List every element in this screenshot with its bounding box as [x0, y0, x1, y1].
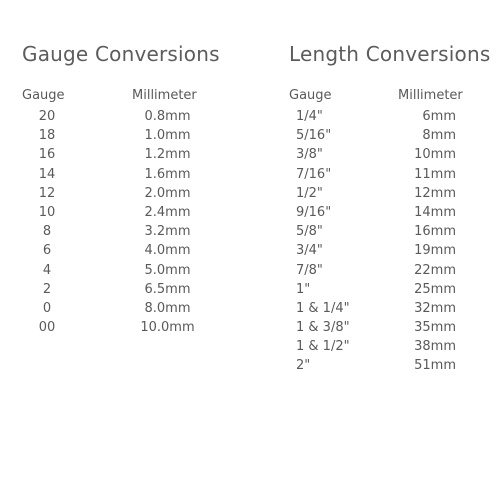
length-table-gauge-cell: 2" [296, 358, 311, 374]
gauge-table-millimeter-cell: 2.0mm [144, 185, 191, 201]
gauge-table-gauge-cell: 14 [38, 166, 56, 182]
gauge-table-millimeter-column [140, 107, 195, 337]
gauge-table-gauge-cell: 10 [38, 204, 56, 220]
gauge-table-gauge-cell: 6 [42, 243, 52, 259]
length-table-gauge-cell: 1 & 1/4" [296, 300, 350, 316]
length-table-millimeter-cell: 35mm [414, 320, 456, 336]
gauge-table-millimeter-cell: 10.0mm [140, 320, 195, 336]
gauge-table-millimeter-cell: 5.0mm [144, 262, 191, 278]
length-table-header-gauge: Gauge [289, 88, 332, 103]
gauge-table-gauge-cell: 00 [38, 320, 56, 336]
gauge-table-gauge-column [22, 107, 72, 337]
length-table-gauge-cell: 9/16" [296, 204, 332, 220]
gauge-table-gauge-cell: 12 [38, 185, 56, 201]
gauge-table-gauge-cell: 18 [38, 128, 56, 144]
length-table-millimeter-cell: 16mm [414, 224, 456, 240]
length-table-header-millimeter: Millimeter [398, 88, 463, 103]
gauge-table-gauge-cell: 16 [38, 147, 56, 163]
length-table-gauge-cell: 1 & 1/2" [296, 339, 350, 355]
length-table-millimeter-cell: 11mm [414, 166, 456, 182]
gauge-table-millimeter-cell: 0.8mm [144, 109, 191, 124]
length-table-millimeter-cell: 38mm [414, 339, 456, 355]
length-table-millimeter-cell: 22mm [414, 262, 456, 278]
gauge-table-millimeter-cell: 6.5mm [144, 281, 191, 297]
length-conversions-title: Length Conversions [289, 42, 491, 66]
length-table-gauge-cell: 7/16" [296, 166, 332, 182]
length-table-millimeter-cell: 6mm [422, 109, 456, 124]
gauge-table-millimeter-cell: 1.0mm [144, 128, 191, 144]
length-table-gauge-cell: 3/8" [296, 147, 323, 163]
length-table-millimeter-cell: 12mm [414, 185, 456, 201]
length-table-gauge-cell: 5/16" [296, 128, 332, 144]
length-table-gauge-column [296, 107, 366, 376]
length-table-millimeter-cell: 25mm [414, 281, 456, 297]
length-table-gauge-cell: 5/8" [296, 224, 323, 240]
length-table-millimeter-column [398, 107, 456, 376]
length-table-gauge-cell: 1" [296, 281, 311, 297]
length-table-gauge-cell: 1/2" [296, 185, 323, 201]
length-table-gauge-cell: 7/8" [296, 262, 323, 278]
gauge-table-gauge-cell: 20 [38, 109, 56, 124]
gauge-table-header-gauge: Gauge [22, 88, 65, 103]
length-table-millimeter-cell: 10mm [414, 147, 456, 163]
gauge-table-millimeter-cell: 1.6mm [144, 166, 191, 182]
gauge-table-header-millimeter: Millimeter [132, 88, 197, 103]
gauge-table-millimeter-cell: 2.4mm [144, 204, 191, 220]
length-table-gauge-cell: 3/4" [296, 243, 323, 259]
gauge-table-gauge-cell: 2 [42, 281, 52, 297]
gauge-table-gauge-cell: 0 [42, 300, 52, 316]
length-table-millimeter-cell: 32mm [414, 300, 456, 316]
gauge-conversions-title: Gauge Conversions [22, 42, 220, 66]
length-table-millimeter-cell: 51mm [414, 358, 456, 374]
length-table-millimeter-cell: 19mm [414, 243, 456, 259]
length-table-millimeter-cell: 14mm [414, 204, 456, 220]
gauge-table-millimeter-cell: 4.0mm [144, 243, 191, 259]
gauge-table-millimeter-cell: 3.2mm [144, 224, 191, 240]
length-table-gauge-cell: 1 & 3/8" [296, 320, 350, 336]
length-table-millimeter-cell: 8mm [422, 128, 456, 144]
gauge-table-gauge-cell: 4 [42, 262, 52, 278]
gauge-table-millimeter-cell: 1.2mm [144, 147, 191, 163]
length-table-gauge-cell: 1/4" [296, 109, 323, 124]
gauge-table-millimeter-cell: 8.0mm [144, 300, 191, 316]
gauge-table-gauge-cell: 8 [42, 224, 52, 240]
